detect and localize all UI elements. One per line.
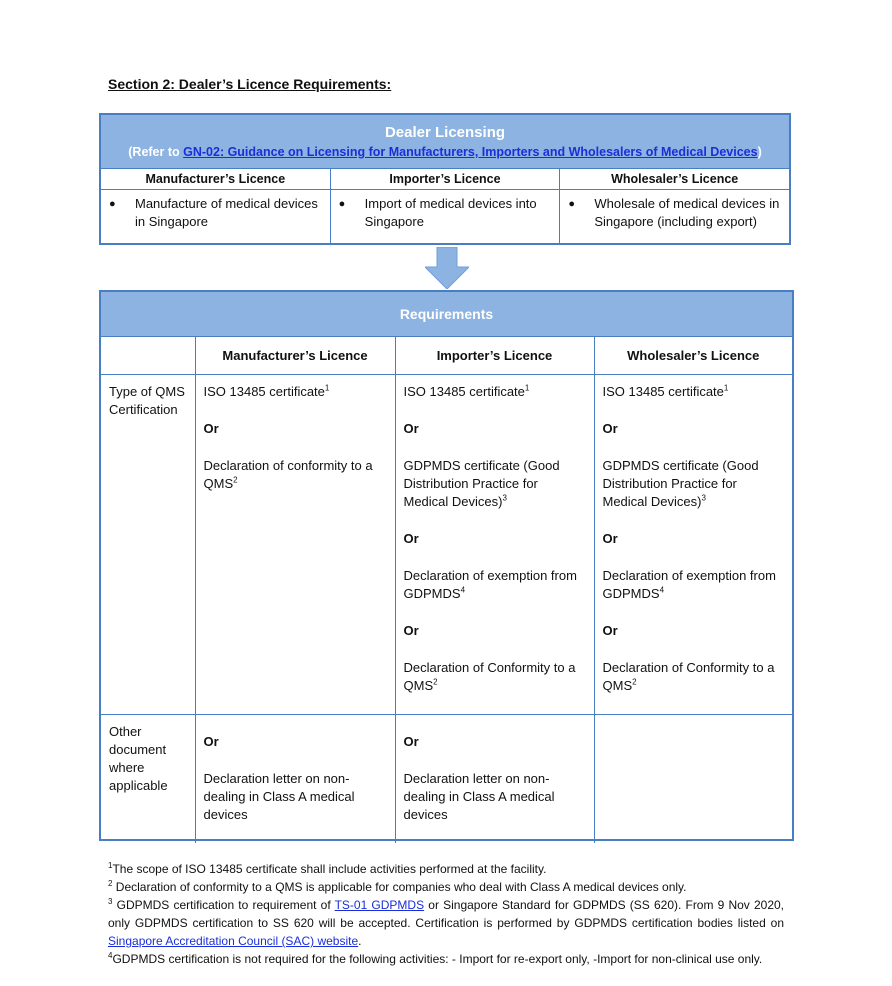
table-row xyxy=(101,375,792,715)
importer-column-header: Importer’s Licence xyxy=(395,337,594,375)
manufacturer-column-header: Manufacturer’s Licence xyxy=(195,337,395,375)
gn-02-guidance-link[interactable]: GN-02: Guidance on Licensing for Manufacturers, Importers and Wholesalers of Medical Devices xyxy=(183,145,758,159)
other-document-label: Other document where applicable xyxy=(101,715,195,844)
importer-licence-column xyxy=(331,169,561,244)
iso-13485-item xyxy=(404,383,586,401)
declaration-text: Declaration of Conformity to a QMS xyxy=(602,660,775,693)
non-dealing-declaration-item: Declaration letter on non-dealing in Class A medical devices xyxy=(403,771,555,822)
footnote-2 xyxy=(108,878,784,896)
qms-certification-label: Type of QMS Certification xyxy=(101,375,195,715)
footnote-4 xyxy=(108,950,784,968)
footnote-ref: 2 xyxy=(632,677,637,687)
iso-text: ISO 13485 certificate xyxy=(602,384,724,399)
wholesaler-qms-cell xyxy=(594,375,792,715)
sac-website-link[interactable]: Singapore Accreditation Council (SAC) website xyxy=(108,934,359,948)
footnote-1 xyxy=(108,860,784,878)
table-row xyxy=(101,715,792,844)
footnote-number: 1 xyxy=(108,861,113,870)
importer-other-document-cell xyxy=(395,715,594,844)
footnote-ref: 1 xyxy=(324,383,330,393)
declaration-of-conformity-item xyxy=(204,457,387,493)
bullet-icon: ● xyxy=(338,198,346,210)
reference-prefix: (Refer to xyxy=(128,145,184,159)
footnote-number: 3 xyxy=(108,897,113,906)
footnote-ref: 2 xyxy=(233,475,238,485)
or-separator: Or xyxy=(403,734,419,749)
exemption-text: Declaration of exemption from GDPMDS xyxy=(403,568,577,601)
or-separator: Or xyxy=(403,623,419,638)
empty-header-cell xyxy=(101,337,195,375)
wholesaler-licence-column xyxy=(560,169,789,244)
importer-licence-text: Import of medical devices into Singapore xyxy=(364,196,537,229)
dealer-licensing-box xyxy=(99,113,791,245)
footnote-ref: 1 xyxy=(723,383,729,393)
dealer-licensing-reference xyxy=(101,145,789,159)
declaration-text: Declaration of Conformity to a QMS xyxy=(403,660,576,693)
wholesaler-licence-description xyxy=(560,190,789,231)
footnote-ref: 4 xyxy=(460,585,466,595)
or-separator: Or xyxy=(403,421,419,436)
footnote-ref: 3 xyxy=(701,493,706,503)
exemption-item xyxy=(404,567,586,603)
wholesaler-licence-text: Wholesale of medical devices in Singapore (including export) xyxy=(594,196,780,229)
importer-qms-cell xyxy=(395,375,594,715)
table-header-row xyxy=(101,337,792,375)
footnote-text: GDPMDS certification to requirement of xyxy=(112,898,335,912)
iso-text: ISO 13485 certificate xyxy=(403,384,525,399)
wholesaler-licence-heading: Wholesaler’s Licence xyxy=(560,169,789,190)
manufacturer-other-document-cell xyxy=(195,715,395,844)
footnote-ref: 4 xyxy=(659,585,665,595)
or-separator: Or xyxy=(602,531,618,546)
footnote-ref: 1 xyxy=(524,383,530,393)
footnote-text: GDPMDS certification is not required for the following activities: - Import for re-export only, -Import for non-clinical use only. xyxy=(112,952,763,966)
manufacturer-licence-description xyxy=(101,190,330,231)
requirements-title: Requirements xyxy=(101,292,792,337)
footnote-text: or Singapore Standard for GDPMDS (SS 620). From 9 Nov 2020, only GDPMDS certification to SS 620 will be accepted. Certification is performed by GDPMDS certification bodies listed on xyxy=(108,898,784,930)
gdpmds-text: GDPMDS certificate (Good Distribution Practice for Medical Devices) xyxy=(602,458,759,509)
iso-13485-item xyxy=(603,383,785,401)
manufacturer-qms-cell xyxy=(195,375,395,715)
footnote-3 xyxy=(108,896,784,950)
declaration-of-conformity-item xyxy=(404,659,586,695)
exemption-item xyxy=(603,567,785,603)
footnote-number: 2 xyxy=(108,879,113,888)
wholesaler-other-document-cell xyxy=(594,715,792,844)
dealer-licensing-header xyxy=(101,115,789,169)
or-separator: Or xyxy=(403,531,419,546)
dealer-licensing-title: Dealer Licensing xyxy=(384,124,506,141)
footnote-ref: 2 xyxy=(433,677,438,687)
wholesaler-column-header: Wholesaler’s Licence xyxy=(594,337,792,375)
or-separator: Or xyxy=(602,623,618,638)
importer-licence-description xyxy=(331,190,560,231)
footnote-text: Declaration of conformity to a QMS is applicable for companies who deal with Class A medical devices only. xyxy=(112,880,687,894)
bullet-icon: ● xyxy=(568,198,575,210)
gdpmds-certificate-item xyxy=(603,457,785,511)
ts-01-gdpmds-link[interactable]: TS-01 GDPMDS xyxy=(334,898,425,912)
exemption-text: Declaration of exemption from GDPMDS xyxy=(602,568,776,601)
gdpmds-certificate-item xyxy=(404,457,586,511)
footnote-number: 4 xyxy=(108,951,113,960)
dealer-licence-types xyxy=(101,169,789,244)
manufacturer-licence-column xyxy=(101,169,331,244)
or-separator: Or xyxy=(203,734,219,749)
footnote-ref: 3 xyxy=(502,493,507,503)
reference-suffix: ) xyxy=(757,145,762,159)
requirements-table-box xyxy=(99,290,794,841)
gdpmds-text: GDPMDS certificate (Good Distribution Practice for Medical Devices) xyxy=(403,458,560,509)
iso-13485-item xyxy=(204,383,387,401)
requirements-table xyxy=(101,337,792,843)
manufacturer-licence-heading: Manufacturer’s Licence xyxy=(101,169,330,190)
manufacturer-licence-text: Manufacture of medical devices in Singapore xyxy=(135,196,318,229)
or-separator: Or xyxy=(602,421,618,436)
bullet-icon: ● xyxy=(109,198,116,210)
iso-text: ISO 13485 certificate xyxy=(203,384,325,399)
or-separator: Or xyxy=(203,421,219,436)
declaration-of-conformity-item xyxy=(603,659,785,695)
non-dealing-declaration-item: Declaration letter on non-dealing in Class A medical devices xyxy=(203,771,355,822)
footnotes xyxy=(108,860,784,968)
section-title: Section 2: Dealer’s Licence Requirements: xyxy=(108,76,392,92)
importer-licence-heading: Importer’s Licence xyxy=(331,169,560,190)
down-arrow-icon xyxy=(425,247,469,289)
declaration-text: Declaration of conformity to a QMS xyxy=(203,458,373,491)
footnote-text: . xyxy=(358,934,362,948)
footnote-text: The scope of ISO 13485 certificate shall include activities performed at the facility. xyxy=(112,862,547,876)
